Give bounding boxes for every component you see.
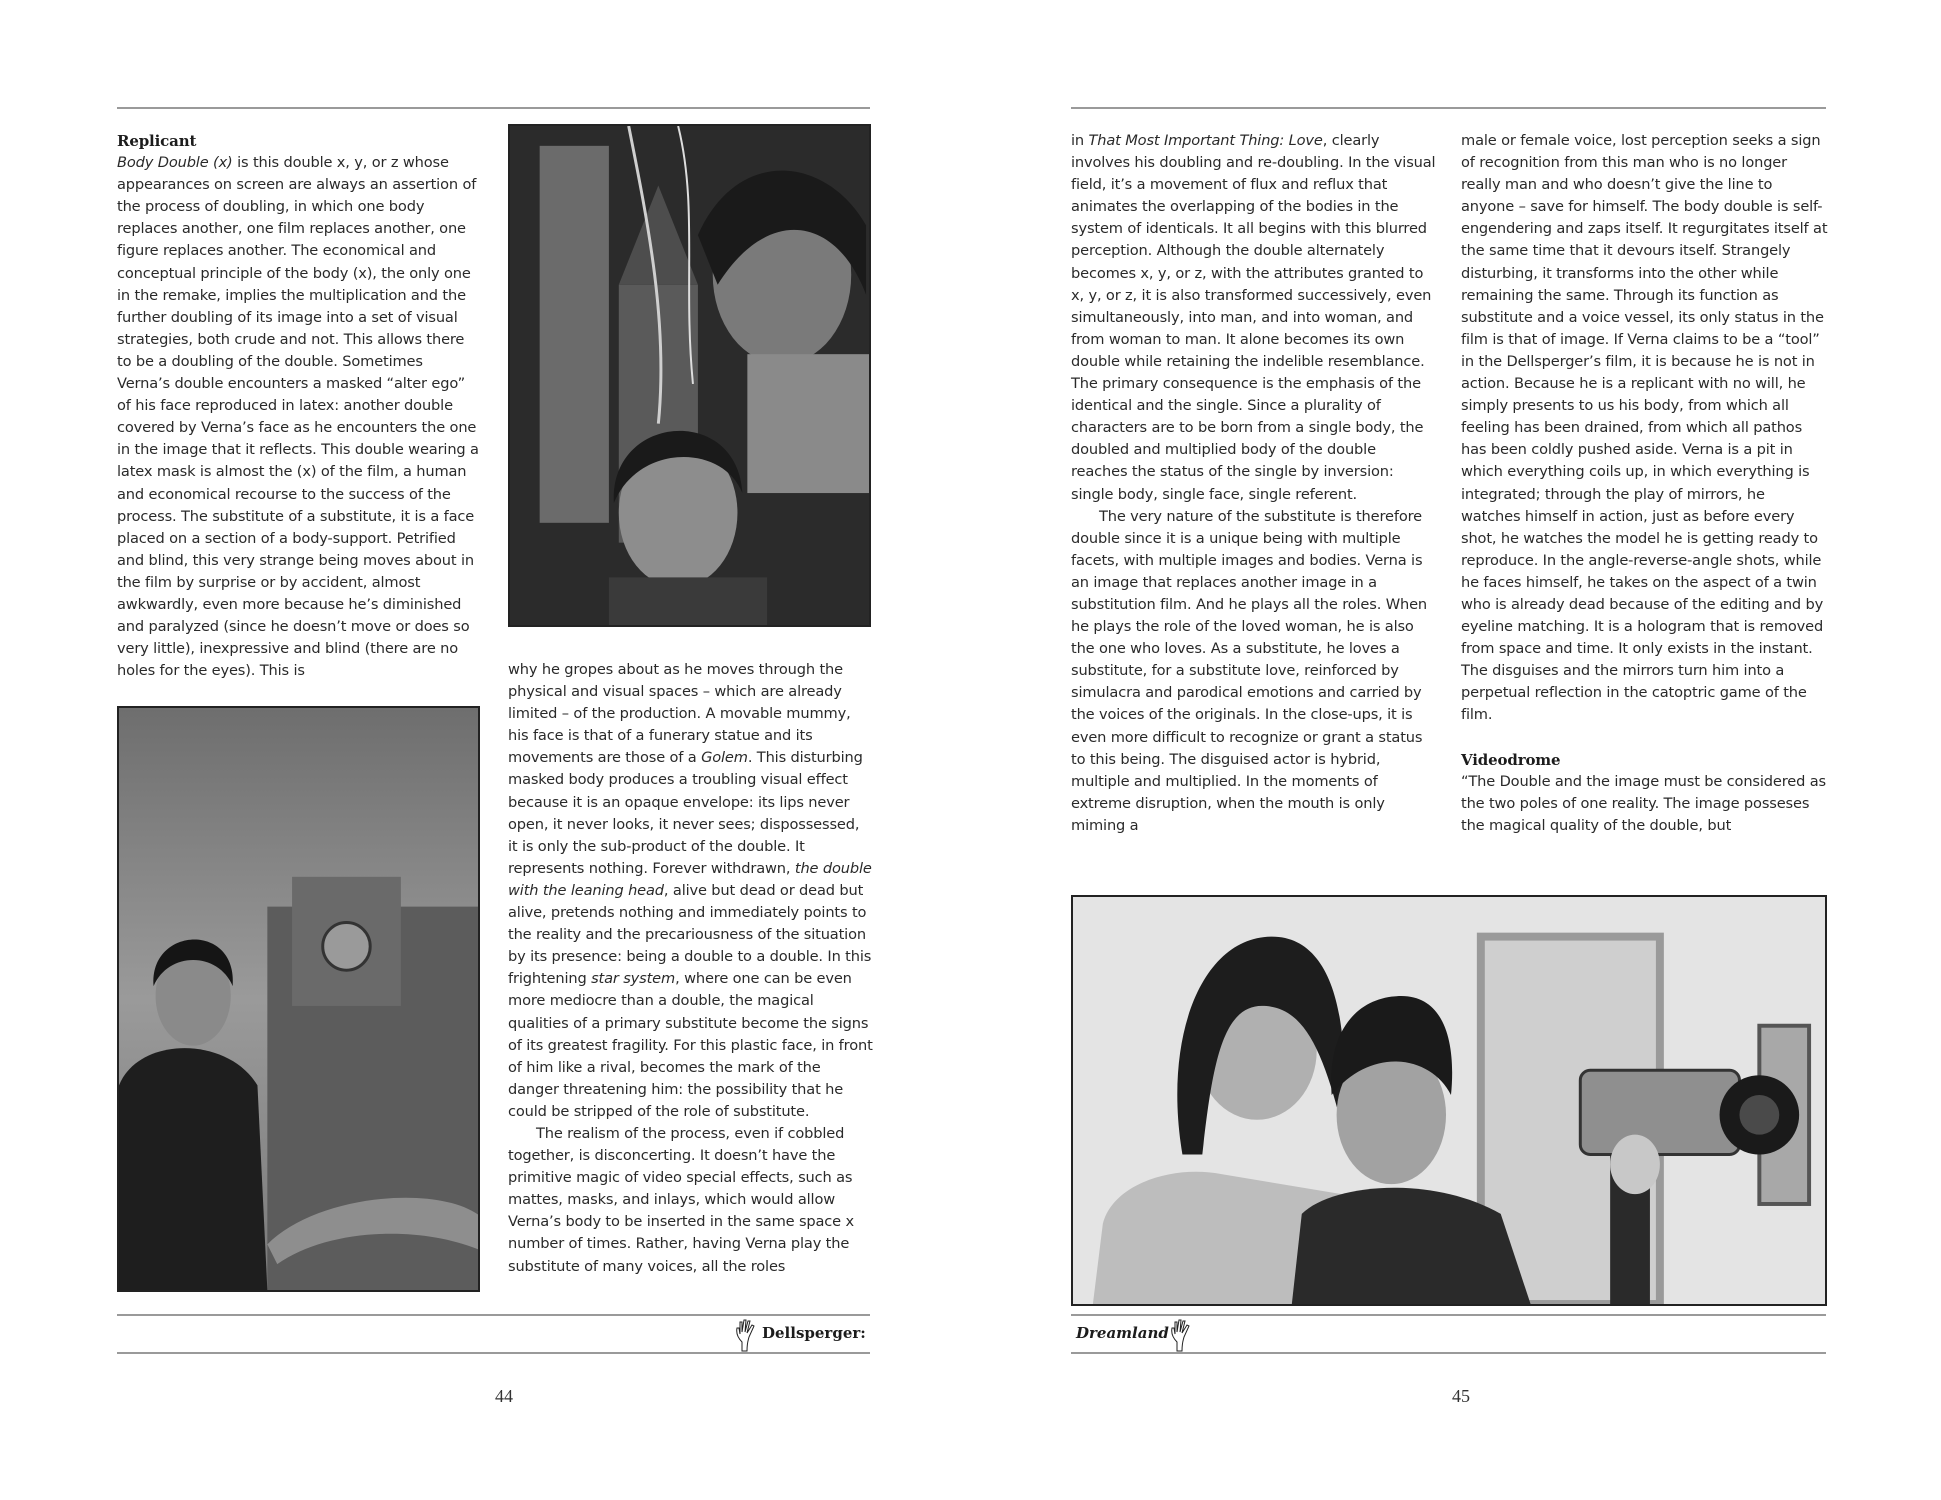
- footer-title-label: Dreamland: [1076, 1324, 1169, 1342]
- section-heading-videodrome: Videodrome: [1461, 750, 1561, 769]
- page-number-right: 45: [1452, 1386, 1470, 1406]
- left-footer-bottom-rule: [117, 1352, 870, 1354]
- right-col-1: [1071, 130, 1436, 837]
- right-footer-top-rule: [1071, 1314, 1826, 1316]
- paragraph: why he gropes about as he moves through the physical and visual spaces – which are already limited – of the production. A movable mummy, his face is that of a funerary statue and its movements are those of a Golem. This disturbing masked body produces a troubling visual effect because it is an opaque envelope: its lips never open, it never looks, it never sees; dispossessed, it is only the sub-product of the double. It represents nothing. Forever withdrawn, the double with the leaning head, alive but dead or dead but alive, pretends nothing and immediately points to the reality and the precariousness of the situation by its presence: being a double to a double. In this frightening star system, where one can be even more mediocre than a double, the magical qualities of a primary substitute become the signs of its greatest fragility. For this plastic face, in front of him like a rival, becomes the mark of the danger threatening him: the possibility that he could be stripped of the role of substitute.: [508, 661, 873, 1120]
- page-number-left: 44: [495, 1386, 513, 1406]
- painting-illustration: [508, 124, 871, 627]
- right-top-rule: [1071, 107, 1826, 109]
- paragraph: male or female voice, lost perception seeks a sign of recognition from this man who is no longer really man and who doesn’t give the line to anyone – save for himself. The body double is self-engendering and zaps itself. It regurgitates itself at the same time that it devours itself. Strangely disturbing, it transforms into the other while remaining the same. Through its function as substitute and a voice vessel, its only status in the film is that of image. If Verna claims to be a “tool” in the Dellsperger’s film, it is because he is not in action. Because he is a replicant with no will, he simply presents to us his body, from which all feeling has been drained, from which all pathos has been coldly pushed aside. Verna is a pit in which everything coils up, in which everything is integrated; through the play of mirrors, he watches himself in action, just as before every shot, he watches the model he is getting ready to reproduce. In the angle-reverse-angle shots, while he faces himself, he takes on the aspect of a twin who is already dead because of the editing and by eyeline matching. It is a hologram that is removed from space and time. It only exists in the instant. The disguises and the mirrors turn him into a perpetual reflection in the catoptric game of the film.: [1461, 132, 1828, 724]
- left-col-1: [117, 130, 479, 682]
- photo-graphic: [119, 708, 478, 1290]
- hand-icon: [1170, 1318, 1192, 1352]
- film-title: Body Double (x): [117, 154, 233, 172]
- right-footer-bottom-rule: [1071, 1352, 1826, 1354]
- paragraph: The realism of the process, even if cobbled together, is disconcerting. It doesn’t have the primitive magic of video special effects, such as mattes, masks, and inlays, which would allow Verna’s body to be inserted in the same space x number of times. Rather, having Verna play the substitute of many voices, all the roles: [508, 1124, 854, 1275]
- painting-graphic: [510, 126, 869, 625]
- paragraph: in That Most Important Thing: Love, clearly involves his doubling and re-doubling. In the visual field, it’s a movement of flux and reflux that animates the overlapping of the bodies in the system of identicals. It all begins with this blurred perception. Although the double alternately becomes x, y, or z, with the attributes granted to x, y, or z, it is also transformed successively, even simultaneously, into man, and into woman, and from woman to man. It alone becomes its own double while retaining the indelible resemblance. The primary consequence is the emphasis of the identical and the single. Since a plurality of characters are to be born from a single body, the doubled and multiplied body of the double reaches the status of the single by inversion: single body, single face, single referent.: [1071, 132, 1436, 503]
- right-col-2: [1461, 130, 1828, 837]
- left-top-rule: [117, 107, 870, 109]
- footer-author-label: Dellsperger:: [762, 1324, 866, 1342]
- left-footer-top-rule: [117, 1314, 870, 1316]
- paragraph: The very nature of the substitute is therefore double since it is a unique being with multiple facets, with multiple images and bodies. Verna is an image that replaces another image in a substitution film. And he plays all the roles. When he plays the role of the loved woman, he is also the one who loves. As a substitute, he loves a substitute, for a substitute love, reinforced by simulacra and parodical emotions and carried by the voices of the originals. In the close-ups, it is even more difficult to recognize or grant a status to this being. The disguised actor is hybrid, multiple and multiplied. In the moments of extreme disruption, when the mouth is only miming a: [1071, 507, 1428, 834]
- hand-icon: [735, 1318, 757, 1352]
- photo-young-man: [117, 706, 480, 1292]
- paragraph: Body Double (x) is this double x, y, or z whose appearances on screen are always an assertion of the process of doubling, in which one body replaces another, one film replaces another, one figure replaces another. The economical and conceptual principle of the body (x), the only one in the remake, implies the multiplication and the further doubling of its image into a set of visual strategies, both crude and not. This allows there to be a doubling of the double. Sometimes Verna’s double encounters a masked “alter ego” of his face reproduced in latex: another double covered by Verna’s face as he encounters the one in the image that it reflects. This double wearing a latex mask is almost the (x) of the film, a human and economical recourse to the success of the process. The substitute of a substitute, it is a face placed on a section of a body-support. Petrified and blind, this very strange being moves about in the film by surprise or by accident, almost awkwardly, even more because he’s diminished and paralyzed (since he doesn’t move or does so very little), inexpressive and blind (there are no holes for the eyes). This is: [117, 154, 479, 680]
- paragraph: “The Double and the image must be considered as the two poles of one reality. The image posseses the magical quality of the double, but: [1461, 772, 1826, 834]
- left-col-2: [508, 659, 873, 1278]
- photo-two-men-camera: [1071, 895, 1827, 1306]
- film-title: That Most Important Thing: Love: [1088, 132, 1323, 149]
- section-heading-replicant: Replicant: [117, 132, 197, 150]
- photo-graphic: [1073, 897, 1825, 1304]
